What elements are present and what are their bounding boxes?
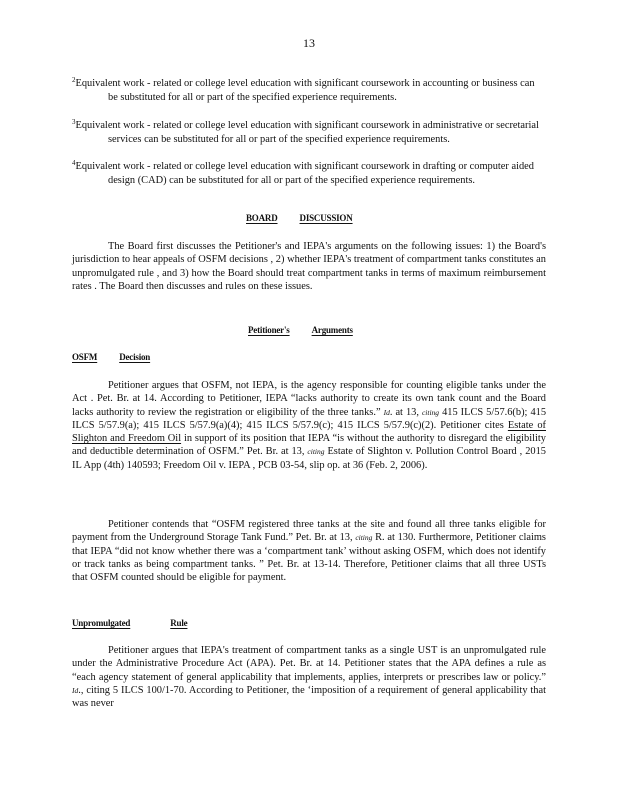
heading-word: Arguments [311,325,353,335]
footnote-marker: 2 [72,76,76,84]
section-heading-board-discussion [246,213,383,223]
citation-id: Id [383,407,390,417]
heading-word: Rule [170,618,188,628]
paragraph-osfm-1: Petitioner argues that OSFM, not IEPA, is the agency responsible for counting eligible tanks under the Act . Pet. Br. at 14. According to Petitioner, IEPA “lacks authority to create its own tank count and the Board lacks authority to review the registration or eligibility of the three tanks.” Id. at 13, citing 415 ILCS 5/57.6(b); 415 ILCS 5/57.9(a); 415 ILCS 5/57.9(a)(4); 415 ILCS 5/57.9(c); 415 ILCS 5/57.9(c)(2). Petitioner cites Estate of Slighton and Freedom Oil in support of its position that IEPA “is without the authority to disregard the eligibility and deductible determination of OSFM.” Pet. Br. at 13, citing Estate of Slighton v. Pollution Control Board , 2015 IL App (4th) 140593; Freedom Oil v. IEPA , PCB 03-54, slip op. at 36 (Feb. 2, 2006). [72,380,547,471]
case-name: Estate of Slighton and Freedom Oil [72,419,546,445]
heading-word: Decision [119,352,151,362]
citation-citing: citing [307,447,325,457]
heading-word: OSFM [72,352,98,362]
heading-word: Petitioner's [248,325,290,335]
paragraph-unpromulgated-rule: Petitioner argues that IEPA's treatment of compartment tanks as a single UST is an unpromulgated rule under the Administrative Procedure Act (APA). Pet. Br. at 14. Petitioner states that the APA defines a rule as “each agency statement of general applicability that implements, applies, interprets or prescribes law or policy.” Id., citing 5 ILCS 100/1-70. According to Petitioner, the ‘imposition of a requirement of general applicability that was never [72,645,546,710]
heading-word: DISCUSSION [299,213,353,223]
footnote-text: Equivalent work - related or college level education with significant coursework in administrative or secretarial services can be substituted for all or part of the specified experience requirements. [75,120,539,145]
paragraph-osfm-2: Petitioner contends that “OSFM registered three tanks at the site and found all three tanks eligible for payment from the Underground Storage Tank Fund.” Pet. Br. at 13, citing R. at 130. Furthermore, Petitioner claims that IEPA “did not know whether there was a ‘compartment tank’ without asking OSFM, which does not identify or track tanks as being compartment tanks. ” Pet. Br. at 13-14. Therefore, Petitioner claims that all three USTs that OSFM counted should be eligible for payment. [72,519,546,584]
footnote-text: Equivalent work - related or college level education with significant coursework in drafting or computer aided design (CAD) can be substituted for all or part of the specified experience requirements. [75,161,534,186]
subheading-osfm-decision [72,352,150,362]
citation-citing: citing [421,407,440,417]
heading-word: BOARD [246,213,278,223]
heading-word: Unpromulgated [72,618,131,628]
section-heading-petitioners-arguments [248,325,379,335]
footnote-4 [72,157,542,187]
citation-citing: citing [355,533,373,543]
page-number: 13 [303,36,315,50]
citation-id: Id [72,685,79,695]
footnote-3 [72,116,542,146]
footnote-marker: 3 [72,118,76,126]
paragraph-board-intro: The Board first discusses the Petitioner's and IEPA's arguments on the following issues: 1) the Board's jurisdiction to hear appeals of OSFM decisions , 2) whether IEPA's treatment of compartment tanks constitutes an unpromulgated rule , and 3) how the Board should treat compartment tanks in terms of maximum reimbursement rates . The Board then discusses and rules on these issues. [72,241,546,292]
subheading-unpromulgated-rule [72,618,205,628]
footnote-marker: 4 [72,159,76,167]
footnote-2 [72,74,542,104]
footnote-text: Equivalent work - related or college level education with significant coursework in accounting or business can be substituted for all or part of the specified experience requirements. [75,78,535,103]
